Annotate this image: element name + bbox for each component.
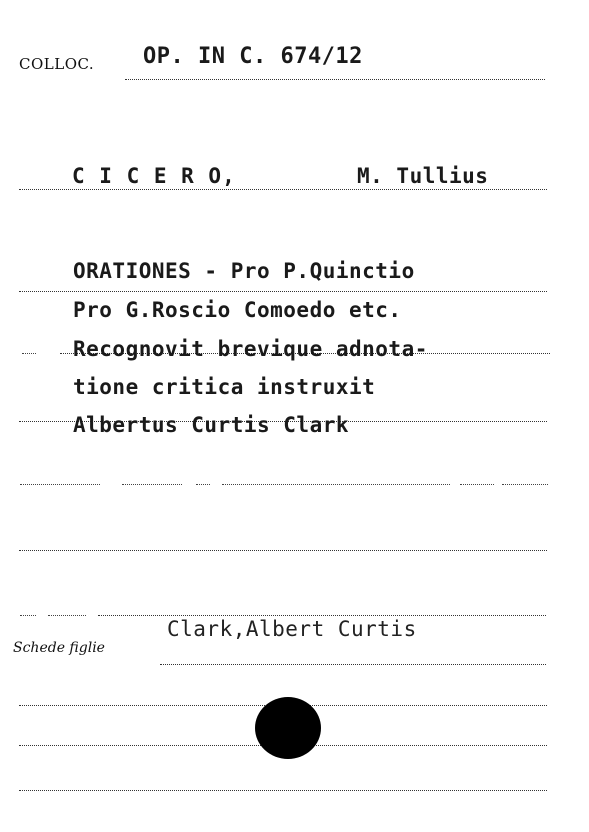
author-rule [19,189,547,190]
blank-rule-1c [196,484,210,485]
title-line-2: Pro G.Roscio Comoedo etc. [73,298,402,322]
colloc-value: OP. IN C. 674/12 [143,44,363,69]
title-rule-1 [19,291,547,292]
blank-rule-1e [460,484,494,485]
blank-rule-1d [222,484,450,485]
colloc-label: COLLOC. [19,55,95,73]
title-line-3: Recognovit brevique adnota- [73,337,428,361]
schede-rule-1a [20,615,36,616]
blank-rule-5 [19,790,547,791]
title-line-5: Albertus Curtis Clark [73,413,350,437]
author-given-name: M. Tullius [357,164,489,188]
title-line-4: tione critica instruxit [73,375,376,399]
blank-rule-1a [20,484,100,485]
title-rule-3-stub [22,353,36,354]
colloc-rule [125,79,545,80]
title-line-1: ORATIONES - Pro P.Quinctio [73,259,415,283]
schede-value: Clark,Albert Curtis [167,617,417,641]
schede-rule-1b [48,615,86,616]
blank-rule-1f [502,484,548,485]
blank-rule-1b [122,484,182,485]
punch-hole [255,697,321,759]
blank-rule-2 [19,550,547,551]
schede-rule-2 [160,664,546,665]
schede-rule-1 [98,615,546,616]
schede-label: Schede figlie [13,640,105,656]
author-surname: C I C E R O, [72,164,236,188]
